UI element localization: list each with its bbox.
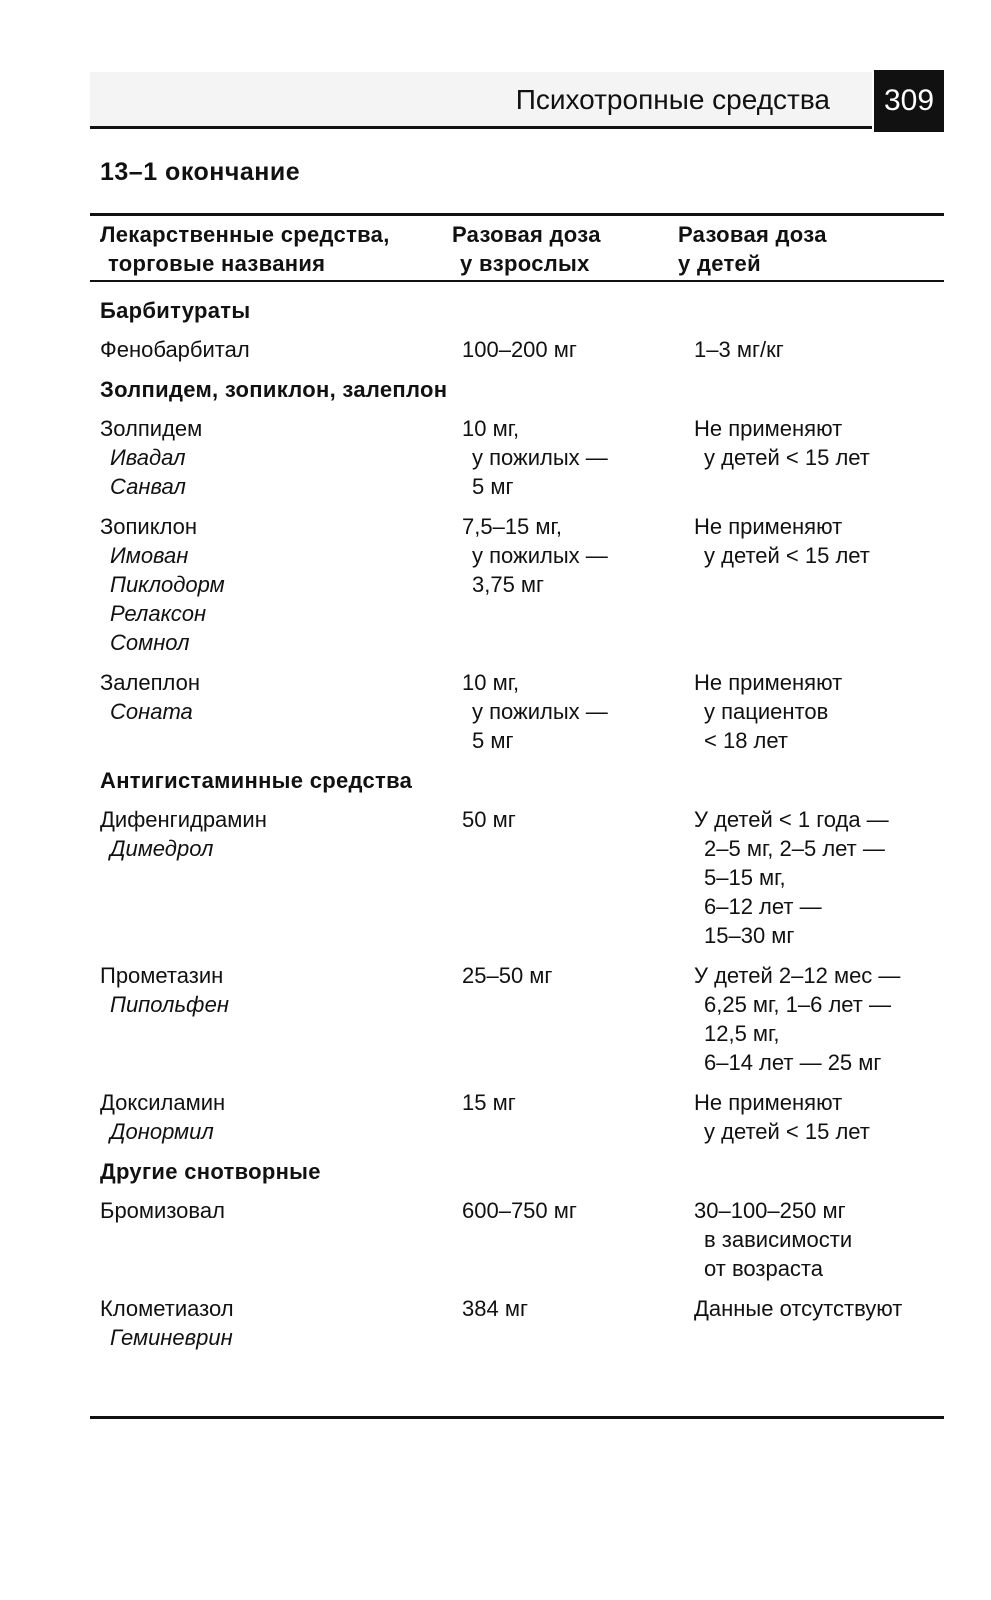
adult-dose-cell	[462, 805, 682, 834]
drug-name: Дифенгидрамин	[100, 807, 267, 832]
adult-dose-cell	[462, 1294, 682, 1323]
child-dose-line: 30–100–250 мг	[694, 1198, 846, 1223]
trade-name: Донормил	[110, 1119, 214, 1144]
adult-dose-line: 25–50 мг	[462, 963, 553, 988]
table-row	[100, 512, 940, 657]
group-title: Другие снотворные	[100, 1159, 321, 1184]
drug-name: Фенобарбитал	[100, 337, 250, 362]
table-row	[100, 335, 940, 364]
drug-cell	[100, 961, 460, 1019]
adult-dose-cell	[462, 1196, 682, 1225]
adult-dose-line: 384 мг	[462, 1296, 528, 1321]
table-row	[100, 1088, 940, 1146]
adult-dose-line: у пожилых —	[472, 699, 608, 724]
header-rule	[90, 126, 872, 129]
table-body	[100, 290, 940, 1363]
child-dose-cell	[694, 335, 944, 364]
table-row	[100, 414, 940, 501]
child-dose-line: У детей < 1 года —	[694, 807, 889, 832]
child-dose-line: 6–12 лет —	[704, 894, 822, 919]
child-dose-line: У детей 2–12 мес —	[694, 963, 901, 988]
table-row	[100, 805, 940, 950]
table-row	[100, 1294, 940, 1352]
header-col-drugs-line1: Лекарственные средства,	[100, 222, 390, 247]
child-dose-line: 2–5 мг, 2–5 лет —	[704, 836, 885, 861]
table-top-rule	[90, 213, 944, 216]
trade-name: Соната	[110, 699, 193, 724]
child-dose-line: у детей < 15 лет	[704, 1119, 870, 1144]
drug-name: Доксиламин	[100, 1090, 226, 1115]
header-col-child-line1: Разовая доза	[678, 222, 827, 247]
trade-name: Пиклодорм	[110, 572, 225, 597]
adult-dose-line: 600–750 мг	[462, 1198, 577, 1223]
adult-dose-cell	[462, 961, 682, 990]
child-dose-line: от возраста	[704, 1256, 823, 1281]
child-dose-cell	[694, 1294, 944, 1323]
drug-cell	[100, 512, 460, 657]
adult-dose-line: 100–200 мг	[462, 337, 577, 362]
child-dose-line: у пациентов	[704, 699, 829, 724]
header-col-adult-line2: у взрослых	[460, 251, 590, 276]
header-col-child	[678, 220, 827, 278]
trade-name: Сомнол	[110, 630, 190, 655]
adult-dose-line: 3,75 мг	[472, 572, 545, 597]
drug-name: Зопиклон	[100, 514, 198, 539]
drug-name: Прометазин	[100, 963, 224, 988]
trade-name: Геминеврин	[110, 1325, 233, 1350]
drug-name: Бромизовал	[100, 1198, 225, 1223]
group-title: Барбитураты	[100, 298, 251, 323]
drug-cell	[100, 805, 460, 863]
adult-dose-cell	[462, 668, 682, 755]
trade-name: Санвал	[110, 474, 186, 499]
drug-cell	[100, 1294, 460, 1352]
child-dose-cell	[694, 1088, 944, 1146]
child-dose-line: 12,5 мг,	[704, 1021, 780, 1046]
adult-dose-cell	[462, 512, 682, 599]
group-title: Антигистаминные средства	[100, 768, 413, 793]
child-dose-line: 5–15 мг,	[704, 865, 786, 890]
child-dose-line: Не применяют	[694, 1090, 843, 1115]
table-caption: 13–1 окончание	[100, 158, 301, 186]
adult-dose-line: 5 мг	[472, 474, 514, 499]
child-dose-line: в зависимости	[704, 1227, 853, 1252]
drug-cell	[100, 335, 460, 364]
adult-dose-line: 10 мг,	[462, 416, 520, 441]
trade-name: Имован	[110, 543, 189, 568]
drug-name: Золпидем	[100, 416, 203, 441]
child-dose-line: Не применяют	[694, 670, 843, 695]
child-dose-cell	[694, 805, 944, 950]
table-row	[100, 668, 940, 755]
child-dose-cell	[694, 414, 944, 472]
child-dose-cell	[694, 1196, 944, 1283]
page-number: 309	[874, 70, 944, 132]
child-dose-line: Не применяют	[694, 416, 843, 441]
header-col-drugs-line2: торговые названия	[108, 251, 326, 276]
adult-dose-line: 15 мг	[462, 1090, 516, 1115]
drug-name: Залеплон	[100, 670, 200, 695]
table-header-rule	[90, 280, 944, 282]
adult-dose-line: 5 мг	[472, 728, 514, 753]
adult-dose-line: у пожилых —	[472, 543, 608, 568]
header-col-child-line2: у детей	[678, 251, 761, 276]
drug-cell	[100, 1196, 460, 1225]
child-dose-line: < 18 лет	[704, 728, 788, 753]
drug-cell	[100, 1088, 460, 1146]
adult-dose-cell	[462, 335, 682, 364]
drug-cell	[100, 668, 460, 726]
trade-name: Пипольфен	[110, 992, 229, 1017]
running-header-title: Психотропные средства	[515, 84, 830, 115]
header-col-adult	[452, 220, 601, 278]
adult-dose-cell	[462, 414, 682, 501]
child-dose-line: у детей < 15 лет	[704, 543, 870, 568]
trade-name: Димедрол	[110, 836, 214, 861]
adult-dose-line: 50 мг	[462, 807, 516, 832]
drug-cell	[100, 414, 460, 501]
header-col-adult-line1: Разовая доза	[452, 222, 601, 247]
child-dose-line: Не применяют	[694, 514, 843, 539]
adult-dose-line: 7,5–15 мг,	[462, 514, 562, 539]
trade-name: Ивадал	[110, 445, 186, 470]
child-dose-line: 6,25 мг, 1–6 лет —	[704, 992, 891, 1017]
table-row	[100, 961, 940, 1077]
child-dose-line: 1–3 мг/кг	[694, 337, 784, 362]
adult-dose-line: у пожилых —	[472, 445, 608, 470]
child-dose-line: 15–30 мг	[704, 923, 795, 948]
group-title: Золпидем, зопиклон, залеплон	[100, 377, 448, 402]
adult-dose-line: 10 мг,	[462, 670, 520, 695]
child-dose-line: у детей < 15 лет	[704, 445, 870, 470]
adult-dose-cell	[462, 1088, 682, 1117]
child-dose-cell	[694, 961, 944, 1077]
child-dose-cell	[694, 668, 944, 755]
table-row	[100, 1196, 940, 1283]
child-dose-line: Данные отсутствуют	[694, 1296, 903, 1321]
drug-name: Клометиазол	[100, 1296, 234, 1321]
child-dose-line: 6–14 лет — 25 мг	[704, 1050, 882, 1075]
header-col-drugs	[100, 220, 390, 278]
trade-name: Релаксон	[110, 601, 207, 626]
table-bottom-rule	[90, 1416, 944, 1419]
child-dose-cell	[694, 512, 944, 570]
